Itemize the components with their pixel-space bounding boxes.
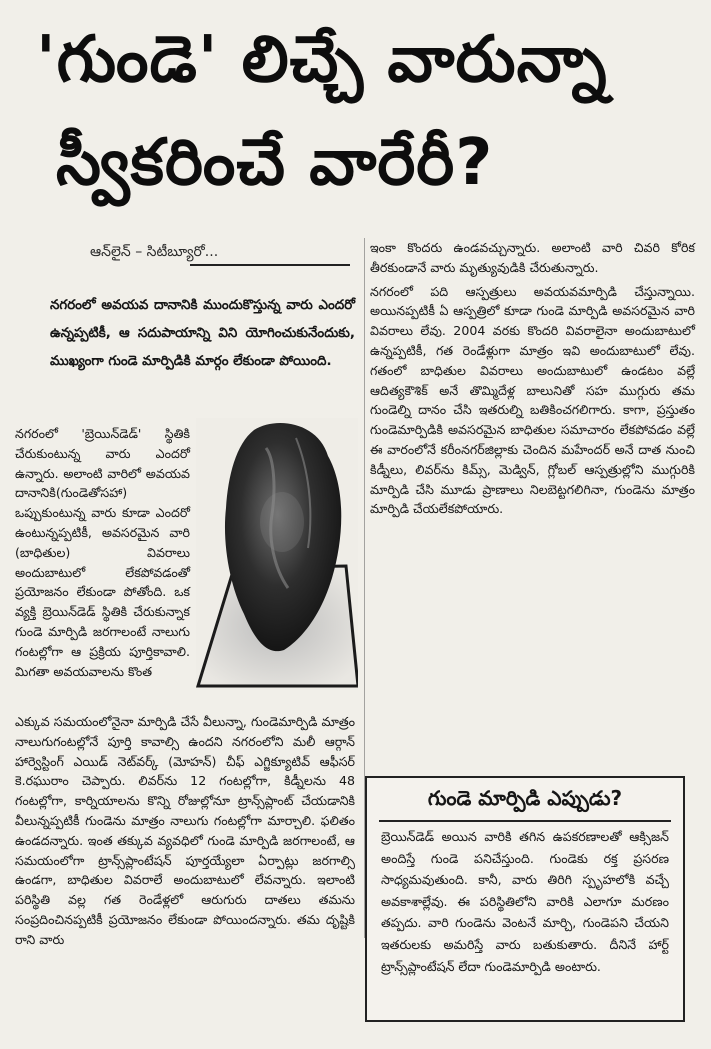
box-body: బ్రెయిన్‌డెడ్ అయిన వారికి తగిన ఉపకరణాలతో ఆక్సిజన్ అందిస్తే గుండె పనిచేస్తుంది. గుండెకు రక్త ప్రసరణ సాధ్యమవుతుంది. కానీ, వారు తిరిగి స్పృహలోకి వచ్చే అవకాశాల్లేవు. ఈ పరిస్థితిలోని వారికి ఎలాగూ మరణం తప్పదు. వారి గుండెను వెంటనే మార్చి, గుండెపని చేయని ఇతరులకు అమరిస్తే వారు బతుకుతారు. దీనినే హార్ట్ ట్రాన్స్‌ప్లాంటేషన్ లేదా గుండెమార్పిడి అంటారు. xyxy=(381,829,669,974)
byline: ఆన్‌లైన్ – సిటీబ్యూరో... xyxy=(90,244,219,260)
heart-photo xyxy=(196,418,358,690)
byline-rule xyxy=(190,264,350,266)
box-title: గుండె మార్పిడి ఎప్పుడు? xyxy=(427,786,623,810)
right-paragraph: ఇంకా కొందరు ఉండవచ్చున్నారు. అలాంటి వారి చివరి కోరిక తీరకుండానే వారు మృత్యువుడికి చేరుతున్నారు. xyxy=(370,240,695,275)
headline xyxy=(36,12,696,218)
headline-line-1: 'గుండె' లిచ్చే వారున్నా xyxy=(36,23,608,97)
box-title-rule xyxy=(379,820,671,822)
lead-paragraph: నగరంలో అవయవ దానానికి ముందుకొస్తున్న వారు ఎందరో ఉన్నప్పటికీ, ఆ సదుపాయాన్ని విని యోగించుకునేందుకు, ముఖ్యంగా గుండె మార్పిడికి మార్గం లేకుండా పోయింది. xyxy=(50,298,355,369)
heart-image xyxy=(196,418,358,690)
left-bottom-text: ఎక్కువ సమయంలోనైనా మార్పిడి చేసే వీలున్నా, గుండెమార్పిడి మాత్రం నాలుగుగంటల్లోనే పూర్తి కావాల్సి ఉందని నగరంలోని మలీ ఆర్గాన్ హార్వెస్టింగ్ ఎయిడ్ నెట్‌వర్క్ (మోహన్) చీఫ్ ఎగ్జిక్యూటివ్ ఆఫీసర్ కె.రఘురాం చెప్పారు. లివర్‌ను 12 గంటల్లోగా, కిడ్నీలను 48 గంటల్లోగా, కార్నియాలను కొన్ని రోజుల్లోనూ ట్రాన్స్‌ప్లాంట్ చేయడానికి వీలున్నప్పటికీ గుండెను మాత్రం నాలుగు గంటల్లోగా మార్చాలి. ఫలితం ఉండదన్నారు. ఇంత తక్కువ వ్యవధిలో గుండె మార్పిడి జరగాలంటే, ఆ సమయంలోగా ట్రాన్స్‌ప్లాంటేషన్ పూర్తయ్యేలా ఏర్పాట్లు జరగాల్సి ఉండగా, బాధితుల వివరాలే అందుబాటులో లేవన్నారు. ఇలాంటి పరిస్థితి వల్ల గత రెండేళ్లలో ఆరుగురు దాతలు తమను సంప్రదించినప్పటికీ ప్రయోజనం లేకుండా పోయిందన్నారు. తమ దృష్టికి రాని వారు xyxy=(15,714,355,947)
left-column-text: నగరంలో 'బ్రెయిన్‌డెడ్' స్థితికి చేరుకుంటున్న వారు ఎందరో ఉన్నారు. అలాంటి వారిలో అవయవ దానానికి(గుండెతోసహా) ఒప్పుకుంటున్న వారు కూడా ఎందరో ఉంటున్నప్పటికీ, అవసరమైన వారి (బాధితుల) వివరాలు అందుబాటులో లేకపోవడంతో ప్రయోజనం లేకుండా పోతోంది. ఒక వ్యక్తి బ్రెయిన్‌డెడ్ స్థితికి చేరుకున్నాక గుండె మార్పిడి జరగాలంటే నాలుగు గంటల్లోగా ఆ ప్రక్రియ పూర్తికావాలి. మిగతా అవయవాలను కొంత xyxy=(15,426,190,679)
headline-line-2: స్వీకరించే వారేరీ? xyxy=(56,126,494,200)
sidebar-box xyxy=(365,776,685,1022)
right-column xyxy=(370,238,695,523)
right-paragraph: నగరంలో పది ఆస్పత్రులు అవయవమార్పిడి చేస్తున్నాయి. అయినప్పటికీ ఏ ఆస్పత్రిలో కూడా గుండె మార్పిడి అవసరమైన వారి వివరాలు లేవు. 2004 వరకు కొందరి వివరాలైనా అందుబాటులో ఉన్నప్పటికీ, గత రెండేళ్లుగా మాత్రం ఇవి అందుబాటులో లేవు. గతంలో బాధితుల వివరాలు అందుబాటులో ఉండటం వల్లే ఆదిత్యకౌశిక్ అనే తొమ్మిదేళ్ల బాలునితో సహ ముగ్గురు తమ గుండెల్ని దానం చేసి ఇతరుల్ని బతికించగలిగారు. కాగా, ప్రస్తుతం గుండెమార్పిడికి అవసరమైన బాధితుల సమాచారం లేకపోవడం వల్లే ఈ వారంలోనే కరీంనగర్‌జిల్లాకు చెందిన మహేందర్ అనే దాత నుంచి కిడ్నీలు, లివర్‌ను కిమ్స్, మెడ్విన్, గ్లోబల్ ఆస్పత్రుల్లోని ముగ్గురికి మార్పిడి చేసి మూడు ప్రాణాలు నిలబెట్టగలిగినా, గుండెను మాత్రం మార్పిడి చేయలేకపోయారు. xyxy=(370,283,695,517)
